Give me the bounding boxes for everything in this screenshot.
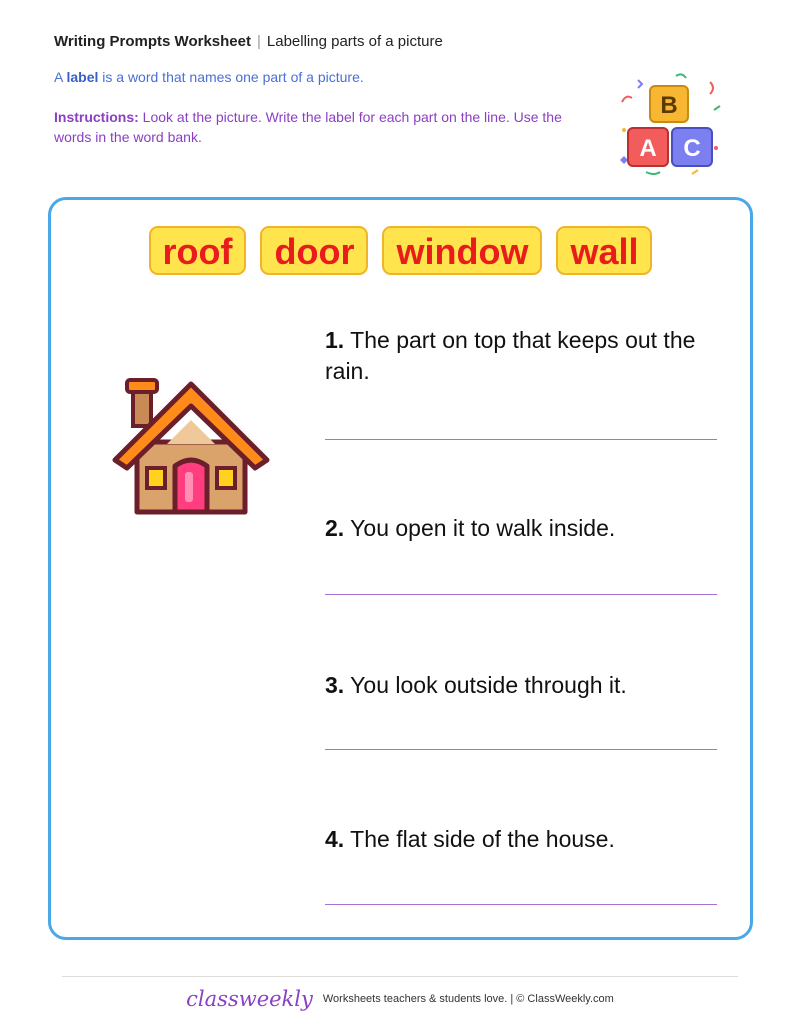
instructions [54,107,584,147]
answer-line-4[interactable] [325,904,717,905]
prompt-1 [325,325,725,387]
word-bank-wall: wall [556,226,652,275]
word-bank [51,226,750,275]
prompt-number: 4. [325,826,345,852]
label-definition [54,69,364,85]
instructions-label: Instructions: [54,109,139,125]
word-bank-window: window [382,226,542,275]
definition-keyword: label [66,69,99,85]
prompt-text: You look outside through it. [350,672,627,698]
footer-divider [62,976,738,977]
block-letter-c: C [683,135,701,162]
prompt-2 [325,513,725,544]
prompt-3 [325,670,725,701]
prompt-text: The flat side of the house. [350,826,615,852]
footer [0,987,800,1011]
prompt-4 [325,824,725,855]
prompt-number: 1. [325,327,345,353]
worksheet-subtitle: Labelling parts of a picture [266,33,443,50]
prompt-text: The part on top that keeps out the rain. [325,327,696,384]
answer-line-1[interactable] [325,439,717,440]
block-letter-a: A [639,135,657,162]
house-icon [109,372,273,520]
definition-prefix: A [54,69,63,85]
answer-line-3[interactable] [325,749,717,750]
word-bank-roof: roof [149,226,247,275]
instructions-text: Look at the picture. Write the label for each part on the line. Use the words in the word bank. [54,109,562,145]
worksheet-card [48,197,753,940]
answer-line-2[interactable] [325,594,717,595]
abc-blocks-icon [612,70,728,182]
prompt-number: 2. [325,515,345,541]
header-separator: | [256,33,261,50]
block-letter-b: B [660,92,678,119]
footer-tagline: Worksheets teachers & students love. | © ClassWeekly.com [322,993,614,1005]
brand-logo: classweekly [186,987,313,1011]
worksheet-title: Writing Prompts Worksheet [54,33,251,50]
worksheet-header [54,33,443,50]
prompt-text: You open it to walk inside. [350,515,616,541]
prompt-number: 3. [325,672,345,698]
definition-text: is a word that names one part of a picture. [102,69,364,85]
word-bank-door: door [260,226,368,275]
